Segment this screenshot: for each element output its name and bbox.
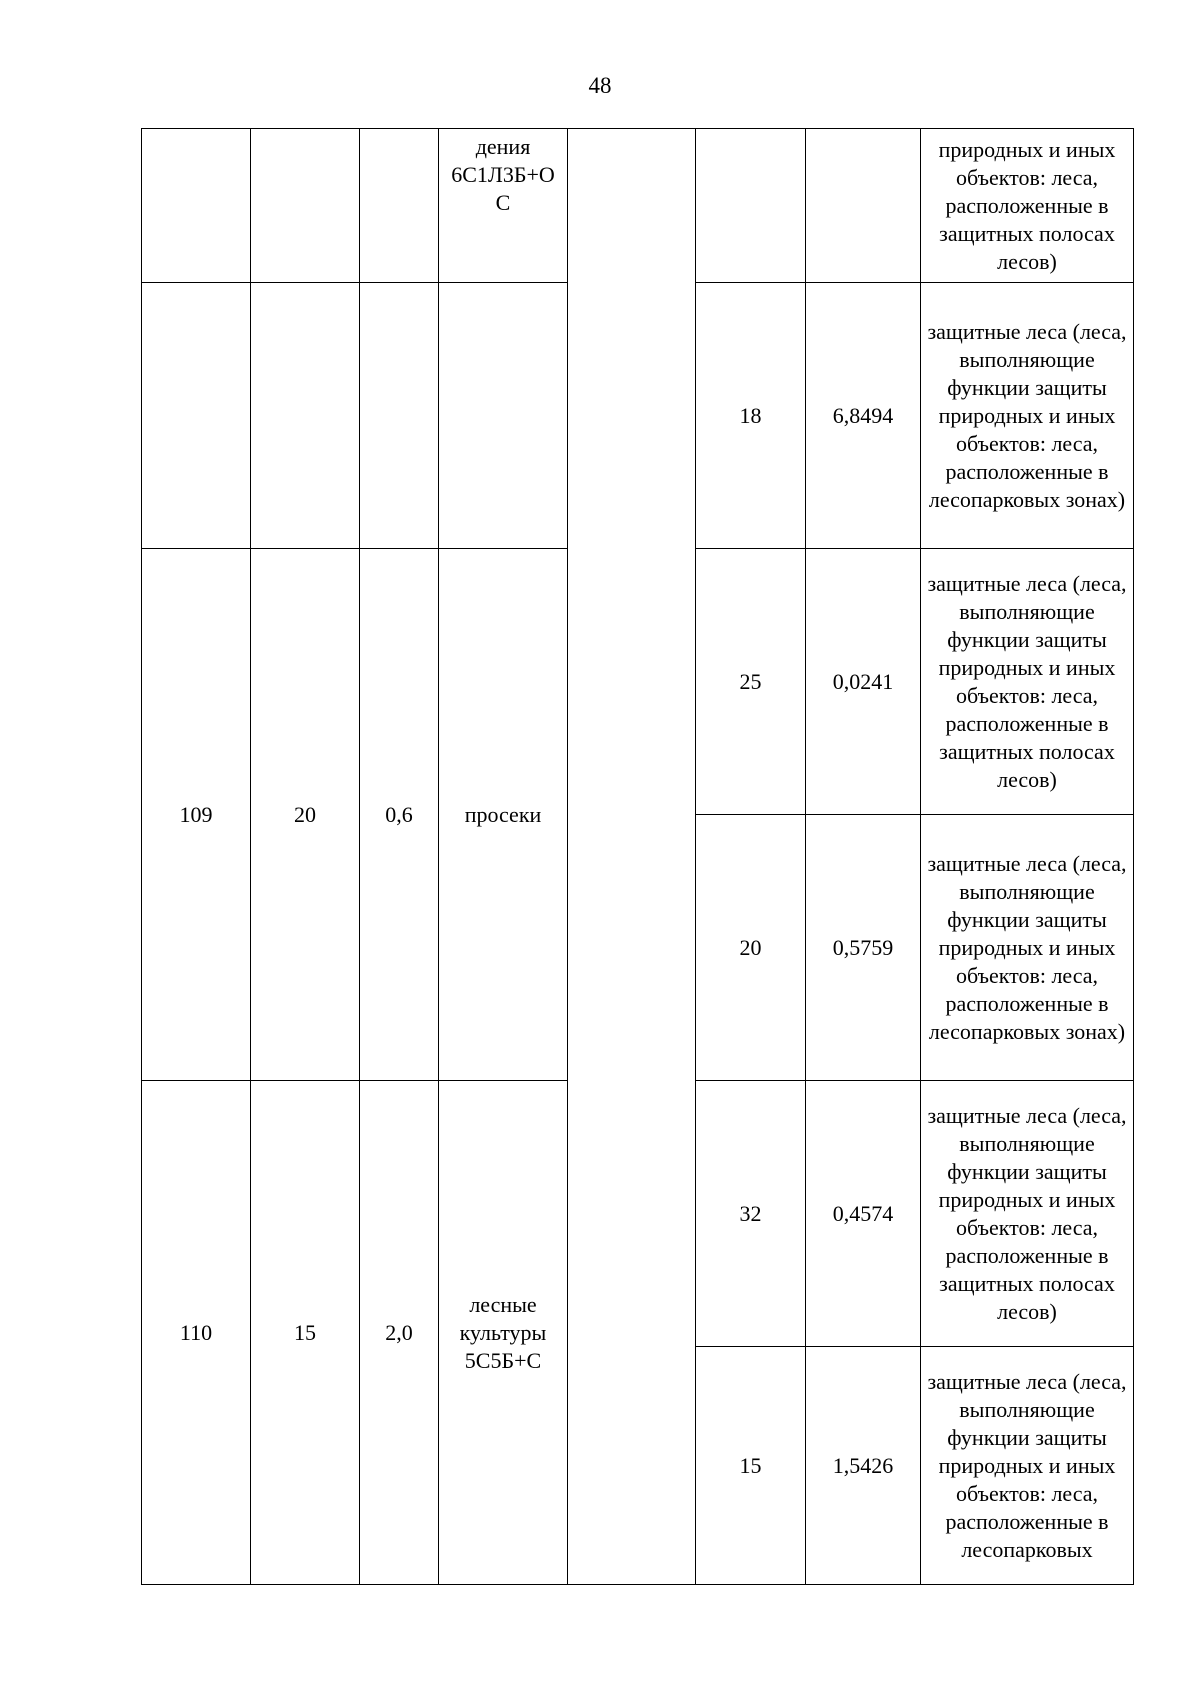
quarter-cell: 110 xyxy=(142,1081,251,1585)
quarter-cell xyxy=(142,129,251,283)
area-cell xyxy=(360,283,439,549)
section-cell xyxy=(251,283,360,549)
zone-cell xyxy=(696,129,806,283)
description-text: лесные культуры 5С5Б+С xyxy=(459,1291,547,1373)
description-cell xyxy=(439,1081,568,1585)
section-cell: 15 xyxy=(251,1081,360,1585)
description-cell xyxy=(439,129,568,283)
description-text: дения 6С1Л3Б+О С xyxy=(451,134,555,215)
quarter-cell xyxy=(142,283,251,549)
zone-area-cell: 0,4574 xyxy=(806,1081,921,1347)
zone-cell: 18 xyxy=(696,283,806,549)
category-text: защитные леса (леса, выполняющие функции защиты природных и иных объектов: леса, расположенные в защитных полосах лесов) xyxy=(927,1102,1127,1324)
area-cell: 0,6 xyxy=(360,549,439,1081)
description-cell xyxy=(439,283,568,549)
zone-cell: 25 xyxy=(696,549,806,815)
description-cell: просеки xyxy=(439,549,568,1081)
category-text: защитные леса (леса, выполняющие функции защиты природных и иных объектов: леса, расположенные в лесопарковых зонах) xyxy=(927,318,1127,512)
forest-plots-table xyxy=(141,128,1134,1585)
empty-column-cell xyxy=(568,129,696,1585)
zone-cell: 15 xyxy=(696,1347,806,1585)
category-cell xyxy=(921,1347,1134,1585)
category-cell xyxy=(921,549,1134,815)
category-cell xyxy=(921,815,1134,1081)
category-text: защитные леса (леса, выполняющие функции защиты природных и иных объектов: леса, расположенные в лесопарковых зонах) xyxy=(927,850,1127,1044)
quarter-cell: 109 xyxy=(142,549,251,1081)
zone-cell: 32 xyxy=(696,1081,806,1347)
zone-area-cell: 0,5759 xyxy=(806,815,921,1081)
zone-area-cell: 0,0241 xyxy=(806,549,921,815)
category-cell xyxy=(921,283,1134,549)
category-cell xyxy=(921,129,1134,283)
zone-area-cell: 1,5426 xyxy=(806,1347,921,1585)
section-cell: 20 xyxy=(251,549,360,1081)
zone-area-cell: 6,8494 xyxy=(806,283,921,549)
area-cell xyxy=(360,129,439,283)
table-row-continuation xyxy=(142,129,1134,283)
category-text: природных и иных объектов: леса, расположенные в защитных полосах лесов) xyxy=(938,136,1116,274)
area-cell: 2,0 xyxy=(360,1081,439,1585)
section-cell xyxy=(251,129,360,283)
category-cell xyxy=(921,1081,1134,1347)
zone-cell: 20 xyxy=(696,815,806,1081)
category-text: защитные леса (леса, выполняющие функции защиты природных и иных объектов: леса, расположенные в лесопарковых xyxy=(927,1368,1127,1562)
page-number: 48 xyxy=(588,73,612,98)
zone-area-cell xyxy=(806,129,921,283)
category-text: защитные леса (леса, выполняющие функции защиты природных и иных объектов: леса, расположенные в защитных полосах лесов) xyxy=(927,570,1127,792)
